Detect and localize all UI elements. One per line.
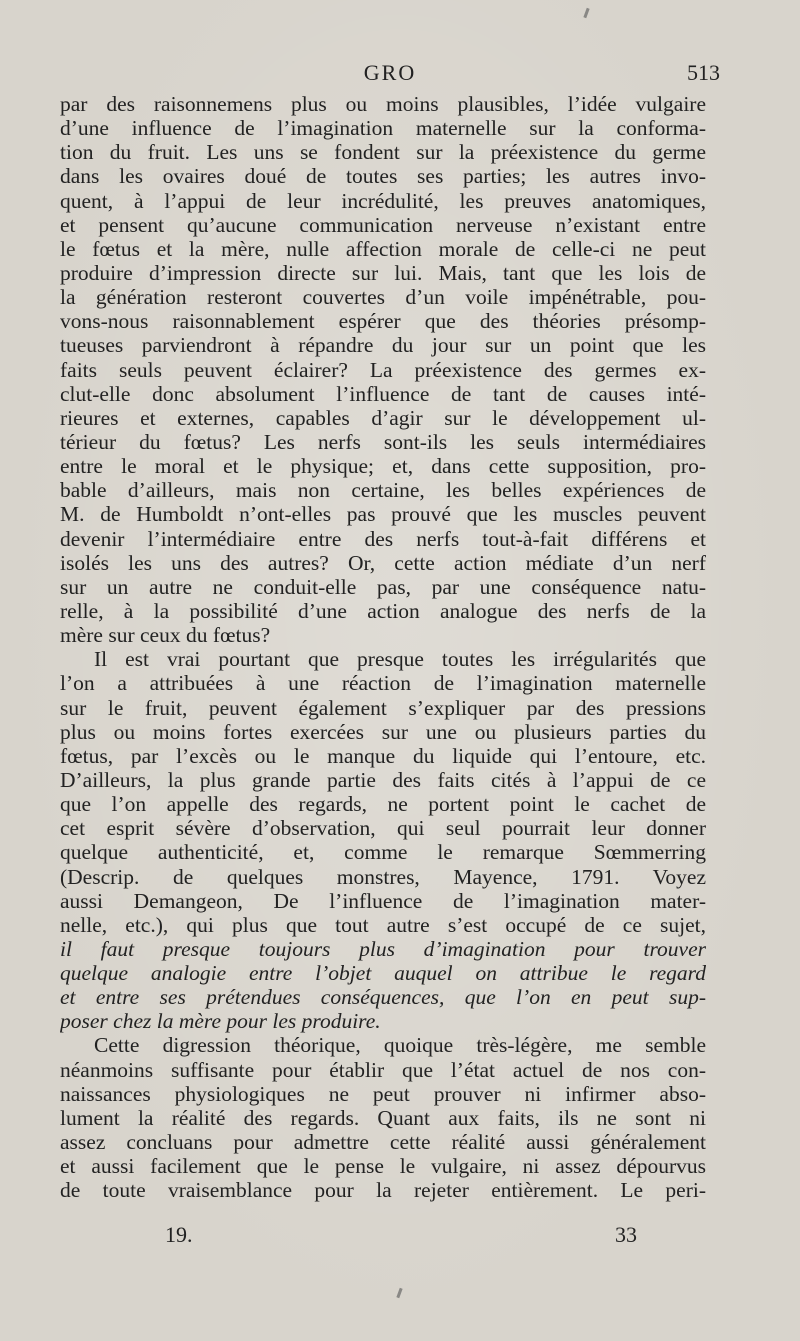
text-line: quelque authenticité, et, comme le remarque Sœmmerring bbox=[60, 840, 706, 865]
text-line: plus ou moins fortes exercées sur une ou plusieurs parties du bbox=[60, 719, 706, 744]
text-line: quelque analogie entre l’objet auquel on attribue le regard bbox=[60, 961, 706, 986]
text-line: vons-nous raisonnablement espérer que des théories présomp- bbox=[60, 309, 706, 334]
signature-catch: 33 bbox=[615, 1222, 637, 1247]
text-line: faits seuls peuvent éclairer? La préexistence des germes ex- bbox=[60, 357, 706, 382]
text-line: dans les ovaires doué de toutes ses parties; les autres invo- bbox=[60, 164, 706, 189]
signature-mark: 19. bbox=[165, 1222, 193, 1247]
text-line: et pensent qu’aucune communication nerveuse n’existant entre bbox=[60, 212, 706, 237]
page-number: 513 bbox=[687, 60, 720, 85]
text-line: tion du fruit. Les uns se fondent sur la préexistence du germe bbox=[60, 140, 706, 165]
text-line: relle, à la possibilité d’une action analogue des nerfs de la bbox=[60, 598, 706, 623]
text-line: fœtus, par l’excès ou le manque du liquide qui l’entoure, etc. bbox=[60, 743, 706, 768]
text-line: bable d’ailleurs, mais non certaine, les belles expériences de bbox=[60, 478, 706, 503]
text-line: naissances physiologiques ne peut prouver ni infirmer abso- bbox=[60, 1081, 706, 1106]
text-line: poser chez la mère pour les produire. bbox=[60, 1009, 381, 1034]
text-line: quent, à l’appui de leur incrédulité, les preuves anatomiques, bbox=[60, 188, 706, 213]
text-line: Il est vrai pourtant que presque toutes les irrégularités que bbox=[94, 647, 706, 672]
text-line: entre le moral et le physique; et, dans cette supposition, pro- bbox=[60, 454, 706, 479]
text-line: produire d’impression directe sur lui. Mais, tant que les lois de bbox=[60, 260, 706, 285]
paper-speck bbox=[396, 1288, 402, 1298]
text-line: tueuses parviendront à répandre du jour sur un point que les bbox=[60, 333, 706, 358]
text-line: isolés les uns des autres? Or, cette action médiate d’un nerf bbox=[60, 550, 706, 575]
text-line: il faut presque toujours plus d’imagination pour trouver bbox=[60, 936, 706, 961]
text-line: clut-elle donc absolument l’influence de tant de causes inté- bbox=[60, 381, 706, 406]
text-line: lument la réalité des regards. Quant aux faits, ils ne sont ni bbox=[60, 1105, 706, 1130]
text-line: assez concluans pour admettre cette réalité aussi généralement bbox=[60, 1130, 706, 1155]
text-line: (Descrip. de quelques monstres, Mayence, 1791. Voyez bbox=[60, 864, 706, 889]
text-line: et entre ses prétendues conséquences, que l’on en peut sup- bbox=[60, 985, 706, 1010]
text-line: sur le fruit, peuvent également s’expliquer par des pressions bbox=[60, 695, 706, 720]
running-header bbox=[60, 60, 720, 90]
text-line: D’ailleurs, la plus grande partie des faits cités à l’appui de ce bbox=[60, 767, 706, 792]
text-line: que l’on appelle des regards, ne portent point le cachet de bbox=[60, 792, 706, 817]
text-line: Cette digression théorique, quoique très-légère, me semble bbox=[94, 1033, 706, 1058]
text-line: rieures et externes, capables d’agir sur le développement ul- bbox=[60, 405, 706, 430]
text-line: la génération resteront couvertes d’un voile impénétrable, pou- bbox=[60, 285, 706, 310]
text-line: par des raisonnemens plus ou moins plausibles, l’idée vulgaire bbox=[60, 92, 706, 116]
text-line: et aussi facilement que le pense le vulgaire, ni assez dépourvus bbox=[60, 1154, 706, 1179]
paper-speck bbox=[583, 8, 589, 18]
text-line: devenir l’intermédiaire entre des nerfs tout-à-fait différens et bbox=[60, 526, 706, 551]
text-line: l’on a attribuées à une réaction de l’imagination maternelle bbox=[60, 671, 706, 696]
text-line: de toute vraisemblance pour la rejeter entièrement. Le peri- bbox=[60, 1178, 706, 1203]
text-line: M. de Humboldt n’ont-elles pas prouvé que les muscles peuvent bbox=[60, 502, 706, 527]
text-line: mère sur ceux du fœtus? bbox=[60, 623, 271, 648]
text-line: sur un autre ne conduit-elle pas, par une conséquence natu- bbox=[60, 574, 706, 599]
text-line: d’une influence de l’imagination maternelle sur la conforma- bbox=[60, 116, 706, 141]
text-line: aussi Demangeon, De l’influence de l’imagination mater- bbox=[60, 888, 706, 913]
running-head-title: GRO bbox=[363, 60, 417, 85]
page-footer bbox=[60, 1222, 706, 1252]
text-line: térieur du fœtus? Les nerfs sont-ils les seuls intermédiaires bbox=[60, 429, 706, 454]
text-line: néanmoins suffisante pour établir que l’état actuel de nos con- bbox=[60, 1057, 706, 1082]
text-line: le fœtus et la mère, nulle affection morale de celle-ci ne peut bbox=[60, 236, 706, 261]
text-line: nelle, etc.), qui plus que tout autre s’est occupé de ce sujet, bbox=[60, 912, 706, 937]
text-line: cet esprit sévère d’observation, qui seul pourrait leur donner bbox=[60, 816, 706, 841]
body-text bbox=[60, 92, 706, 1202]
